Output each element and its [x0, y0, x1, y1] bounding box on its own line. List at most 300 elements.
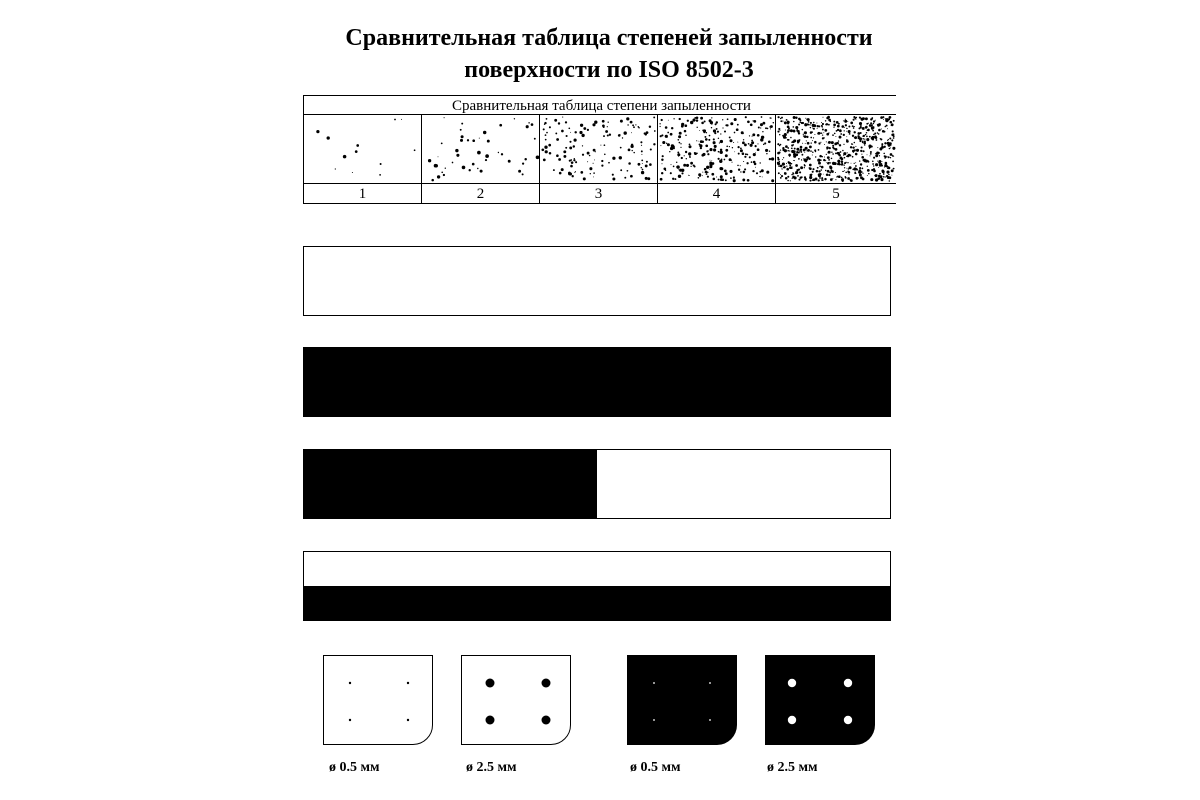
dust-speck: [760, 162, 761, 163]
dust-speck: [671, 144, 674, 147]
dust-speck: [782, 163, 785, 166]
dust-speck: [713, 178, 716, 181]
dust-speck: [847, 139, 848, 140]
dust-speck: [818, 173, 821, 176]
dust-speck: [607, 134, 609, 136]
dust-speck: [797, 142, 799, 144]
dust-speck: [803, 135, 804, 136]
dust-speck: [789, 164, 791, 166]
dust-speck: [803, 134, 804, 135]
dust-speck: [711, 127, 712, 128]
dust-speck: [841, 158, 844, 161]
dust-speck: [630, 175, 633, 178]
dust-speck: [762, 131, 763, 132]
dust-speck: [872, 161, 874, 163]
dust-speck: [587, 129, 589, 131]
dust-speck: [498, 152, 499, 153]
dust-speck: [842, 150, 844, 152]
dust-speck: [815, 156, 816, 157]
dust-speck: [734, 151, 735, 152]
dust-speck: [501, 153, 503, 155]
dust-speck: [729, 139, 732, 142]
dust-speck: [757, 134, 760, 137]
dust-speck: [809, 176, 812, 179]
dust-speck: [893, 168, 895, 170]
dust-speck: [563, 150, 566, 153]
dust-speck: [726, 145, 728, 147]
dust-speck: [859, 171, 860, 172]
dust-speck: [813, 128, 815, 130]
dust-speck: [850, 122, 853, 125]
dust-speck: [641, 150, 643, 152]
dust-speck: [833, 121, 835, 123]
dust-speck: [752, 170, 754, 172]
dust-speck: [575, 161, 577, 163]
dust-speck: [786, 165, 787, 166]
dust-speck: [760, 127, 761, 128]
dust-speck: [888, 167, 891, 170]
dust-speck: [763, 122, 766, 125]
dust-speck: [803, 149, 806, 152]
dust-speck: [833, 124, 836, 127]
dust-speck: [641, 154, 642, 155]
dust-speck: [832, 153, 834, 155]
dust-speck: [888, 156, 890, 158]
dust-speck: [545, 150, 548, 153]
dust-speck: [753, 120, 754, 121]
dust-speck: [545, 139, 547, 141]
dust-speck: [744, 156, 746, 158]
dust-speck: [569, 141, 571, 143]
dust-speck: [755, 152, 756, 153]
dust-speck: [485, 159, 487, 161]
dust-speck: [786, 168, 789, 171]
dust-sample-level-4: [658, 115, 776, 183]
dust-speck: [872, 163, 874, 165]
half-black-bar: [303, 449, 891, 519]
dust-speck: [778, 128, 780, 130]
dust-speck: [819, 155, 822, 158]
dust-speck: [795, 171, 798, 174]
dust-speck: [742, 141, 744, 143]
dust-speck: [580, 171, 583, 174]
dust-speck: [630, 145, 633, 148]
dust-speck: [791, 147, 793, 149]
large-dots-white-icon: [765, 655, 875, 745]
dust-speck: [441, 171, 443, 173]
dust-speck: [869, 136, 871, 138]
dust-speck: [694, 152, 697, 155]
dust-speck: [650, 148, 652, 150]
dust-speck: [726, 124, 728, 126]
dust-speck: [681, 172, 683, 174]
dust-speck: [713, 148, 716, 151]
dust-speck: [543, 128, 545, 130]
dust-speck: [779, 145, 781, 147]
dust-speck: [818, 159, 819, 160]
dust-speck: [722, 119, 723, 120]
dust-speck: [543, 159, 546, 162]
dust-speck: [731, 162, 732, 163]
dust-speck: [782, 168, 783, 169]
dust-speck: [699, 130, 700, 131]
dust-speck: [742, 152, 745, 155]
dust-speck: [737, 165, 739, 167]
dust-speck: [561, 130, 564, 133]
sample-label-1: ø 0.5 мм: [329, 760, 380, 775]
dust-speck: [725, 149, 728, 152]
dust-speck: [853, 152, 854, 153]
dust-speck: [681, 157, 683, 159]
dust-speck: [845, 171, 847, 173]
dust-speck: [661, 163, 662, 164]
dust-speck: [816, 170, 819, 173]
dust-speck: [846, 168, 847, 169]
dust-speck: [804, 152, 805, 153]
dust-speck: [812, 127, 813, 128]
dust-speck: [787, 120, 788, 121]
dust-speck: [841, 125, 844, 128]
dust-speck: [843, 120, 844, 121]
page-title-line-2: поверхности по ISO 8502-3: [464, 57, 754, 83]
dust-speck: [518, 170, 521, 173]
dust-speck: [660, 178, 663, 181]
dust-speck: [574, 131, 576, 133]
dust-speck: [829, 147, 831, 149]
dust-speck: [445, 168, 446, 169]
dust-speck: [477, 151, 481, 155]
dust-speck: [860, 163, 862, 165]
dust-speck: [720, 140, 723, 143]
dust-speck: [711, 160, 712, 161]
dust-speck: [870, 178, 873, 181]
dust-speck: [670, 133, 673, 136]
dust-speck: [866, 136, 868, 138]
dust-speck: [660, 145, 661, 146]
dust-pattern-4: [658, 115, 776, 183]
dust-speck: [714, 145, 717, 148]
dust-speck: [782, 149, 784, 151]
dust-speck: [708, 139, 710, 141]
dust-speck: [882, 116, 884, 118]
dust-speck: [854, 131, 856, 133]
dust-speck: [778, 116, 780, 118]
dust-speck: [866, 132, 868, 134]
dust-speck: [793, 121, 795, 123]
dust-speck: [706, 132, 707, 133]
dust-speck: [845, 124, 847, 126]
dust-speck: [763, 144, 764, 145]
dust-speck: [873, 120, 875, 122]
dust-speck: [737, 142, 738, 143]
dust-speck: [811, 142, 812, 143]
dust-speck: [859, 122, 862, 125]
dust-speck: [572, 175, 574, 177]
dust-speck: [833, 127, 834, 128]
dust-speck: [799, 171, 801, 173]
dust-speck: [713, 129, 716, 132]
dust-speck: [765, 149, 768, 152]
dust-speck: [760, 138, 763, 141]
dust-speck: [880, 116, 883, 119]
dust-speck: [793, 116, 796, 119]
dust-speck: [807, 142, 810, 145]
dust-speck: [355, 150, 358, 153]
dust-speck: [825, 120, 826, 121]
dust-speck: [635, 124, 636, 125]
dust-speck: [646, 131, 649, 134]
dust-speck: [734, 118, 737, 121]
dust-speck: [593, 149, 596, 152]
dust-speck: [528, 122, 529, 123]
dust-speck: [864, 145, 865, 146]
dust-speck: [821, 125, 823, 127]
dust-speck: [875, 154, 877, 156]
dust-speck: [874, 133, 876, 135]
dust-speck: [786, 163, 787, 164]
dust-speck: [661, 119, 663, 121]
dust-speck: [662, 155, 664, 157]
dust-speck: [456, 154, 459, 157]
dust-speck: [601, 165, 603, 167]
dust-speck: [649, 163, 652, 166]
dust-speck: [826, 174, 829, 177]
dust-speck: [875, 163, 878, 166]
dust-speck: [681, 123, 684, 126]
dust-speck: [700, 147, 702, 149]
dust-speck: [522, 173, 524, 175]
dust-speck: [857, 132, 860, 135]
dust-speck: [885, 162, 888, 165]
dust-speck: [531, 123, 534, 126]
dust-speck: [850, 146, 852, 148]
dust-speck: [745, 153, 747, 155]
dust-speck: [787, 139, 789, 141]
dust-speck: [686, 158, 687, 159]
dust-speck: [831, 158, 833, 160]
dust-speck: [887, 176, 890, 179]
dust-speck: [872, 130, 874, 132]
dust-speck: [881, 145, 883, 147]
dust-speck: [853, 167, 856, 170]
dust-speck: [681, 169, 684, 172]
dust-speck: [536, 155, 540, 159]
dust-speck: [751, 161, 753, 163]
dust-speck: [804, 131, 807, 134]
dust-speck: [824, 178, 826, 180]
dust-speck: [709, 119, 712, 122]
dust-speck: [582, 145, 583, 146]
dust-speck: [718, 138, 719, 139]
dust-speck: [659, 123, 660, 124]
dust-speck: [867, 169, 870, 172]
dust-speck: [800, 166, 803, 169]
dust-speck: [607, 126, 608, 127]
dust-speck: [668, 120, 669, 121]
dust-speck: [785, 177, 788, 180]
dust-speck: [812, 155, 813, 156]
dust-speck: [847, 152, 848, 153]
dust-speck: [730, 177, 732, 179]
dust-speck: [394, 119, 396, 121]
dust-speck: [812, 171, 814, 173]
dust-speck: [887, 140, 888, 141]
dust-speck: [889, 148, 891, 150]
dust-speck: [818, 162, 821, 165]
dust-speck: [798, 158, 800, 160]
dust-speck: [587, 161, 588, 162]
dust-speck: [889, 116, 892, 119]
dust-speck: [825, 160, 826, 161]
dust-speck: [798, 179, 800, 181]
dust-speck: [737, 124, 739, 126]
dust-speck: [801, 148, 802, 149]
dust-speck: [711, 124, 712, 125]
dust-speck: [609, 134, 611, 136]
dust-speck: [888, 174, 889, 175]
dust-speck: [853, 126, 854, 127]
dust-speck: [836, 176, 837, 177]
dust-speck: [568, 172, 571, 175]
dust-speck: [823, 137, 825, 139]
dust-speck: [612, 174, 614, 176]
dust-speck: [444, 117, 445, 118]
dust-speck: [854, 163, 855, 164]
dust-speck: [689, 175, 690, 176]
dust-speck: [587, 152, 590, 155]
dust-speck: [844, 130, 845, 131]
sample-card-large-dots-black: [765, 655, 875, 745]
dust-speck: [829, 171, 831, 173]
dust-speck: [632, 124, 634, 126]
dust-speck: [889, 180, 890, 181]
dust-speck: [806, 157, 808, 159]
dust-speck: [841, 160, 844, 163]
dust-speck: [705, 138, 708, 141]
dust-speck: [875, 120, 876, 121]
dust-speck: [807, 149, 810, 152]
dust-speck: [849, 133, 851, 135]
dust-speck: [756, 172, 758, 174]
dust-speck: [884, 142, 886, 144]
dust-speck: [748, 143, 750, 145]
dust-speck: [782, 169, 783, 170]
dust-speck: [858, 127, 860, 129]
dust-speck: [752, 136, 753, 137]
dust-speck: [554, 119, 557, 122]
dust-speck: [871, 124, 873, 126]
dust-speck: [661, 158, 663, 160]
dust-speck: [593, 176, 594, 177]
dust-speck: [766, 153, 767, 154]
dust-speck: [740, 147, 742, 149]
dust-speck: [759, 176, 760, 177]
dust-speck: [604, 144, 606, 146]
dust-speck: [673, 118, 674, 119]
dust-speck: [843, 171, 844, 172]
dust-speck: [620, 120, 623, 123]
dust-speck: [716, 128, 718, 130]
dust-speck: [719, 160, 722, 163]
dust-speck: [889, 137, 891, 139]
dust-speck: [558, 122, 560, 124]
dust-speck: [670, 172, 672, 174]
dust-speck: [541, 148, 544, 151]
dust-speck: [832, 178, 833, 179]
dust-speck: [731, 159, 732, 160]
dust-speck: [777, 143, 779, 145]
dust-speck: [832, 162, 835, 165]
dust-speck: [770, 117, 771, 118]
dust-speck: [753, 120, 756, 123]
dust-speck: [793, 153, 796, 156]
dust-speck: [441, 143, 443, 145]
dust-speck: [875, 174, 878, 177]
dust-speck: [842, 171, 843, 172]
dust-speck: [818, 170, 820, 172]
dust-speck: [612, 157, 615, 160]
dust-speck: [810, 122, 812, 124]
dust-speck: [690, 162, 693, 165]
white-reference-bar: [303, 246, 891, 316]
dust-speck: [553, 169, 555, 171]
dust-speck: [822, 117, 823, 118]
dust-speck: [851, 163, 852, 164]
dust-speck: [487, 140, 490, 143]
dust-speck: [717, 131, 719, 133]
dust-speck: [862, 142, 864, 144]
dust-speck: [677, 153, 680, 156]
dust-speck: [855, 165, 857, 167]
dust-pattern-2: [422, 115, 540, 183]
dust-speck: [526, 125, 529, 128]
dust-speck: [669, 151, 670, 152]
dust-speck: [831, 152, 832, 153]
dust-speck: [867, 166, 868, 167]
dust-speck: [546, 132, 548, 134]
dust-speck: [843, 155, 844, 156]
dust-speck: [826, 162, 827, 163]
dust-speck: [702, 172, 703, 173]
dust-speck: [791, 150, 794, 153]
dust-speck: [479, 138, 480, 139]
dust-speck: [688, 152, 691, 155]
dust-speck: [661, 172, 663, 174]
dust-speck: [820, 132, 822, 134]
dust-speck: [823, 132, 824, 133]
dust-speck: [428, 159, 431, 162]
dust-speck: [624, 131, 627, 134]
dust-speck: [793, 160, 794, 161]
dust-speck: [770, 128, 771, 129]
dust-speck: [619, 156, 622, 159]
dust-speck: [864, 140, 866, 142]
dust-speck: [840, 151, 842, 153]
dust-speck: [762, 176, 763, 177]
dust-speck: [841, 177, 843, 179]
dust-speck: [707, 176, 709, 178]
dust-speck: [808, 121, 810, 123]
dust-speck: [855, 153, 858, 156]
dust-speck: [736, 128, 739, 131]
dust-speck: [846, 140, 849, 143]
dust-speck: [827, 116, 830, 119]
dust-speck: [467, 139, 469, 141]
sample-card-small-dots-black: [627, 655, 737, 745]
dust-speck: [573, 159, 575, 161]
dust-speck: [600, 145, 601, 146]
dust-speck: [414, 149, 416, 151]
